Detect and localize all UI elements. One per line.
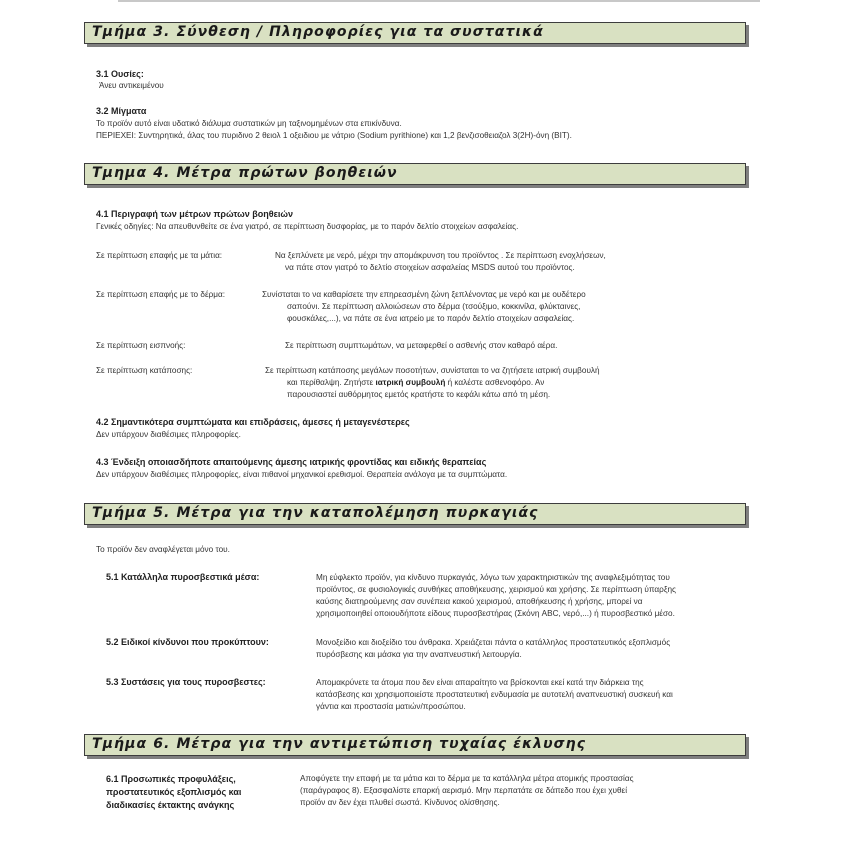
heading-6-1-line-3: διαδικασίες έκτακτης ανάγκης: [106, 800, 235, 810]
section-4-banner: [84, 163, 746, 185]
text-4-1: Γενικές οδηγίες: Να απευθυνθείτε σε ένα γιατρό, σε περίπτωση δυσφορίας, με το παρόν δελτίο στοιχείων ασφαλείας.: [96, 222, 519, 231]
text-3-2-b: ΠΕΡΙΕΧΕΙ: Συντηρητικά, άλας του πυριδινο 2 θειολ 1 οξειδιου με νάτριο (Sodium pyrithione) και 1,2 βενζισοθειαζολ 3(2Η)-όνη (BIT).: [96, 131, 572, 140]
section-6-title: Τμήμα 6. Μέτρα για την αντιμετώπιση τυχαίας έκλυσης: [92, 736, 587, 752]
text-5-3-2: κατάσβεσης και χρησιμοποιείστε προστατευτική ενδυμασία με αυτοτελή αναπνευστική συσκευή και: [316, 690, 673, 699]
text-3-2-a: Το προϊόν αυτό είναι υδατικό διάλυμα συστατικών μη ταξινομημένων στα επικίνδυνα.: [96, 119, 402, 128]
heading-6-1-line-1: 6.1 Προσωπικές προφυλάξεις,: [106, 774, 236, 784]
top-divider: [118, 0, 760, 2]
heading-4-3: 4.3 Ένδειξη οποιασδήποτε απαιτούμενης άμεσης ιατρικής φροντίδας και ειδικής θεραπείας: [96, 457, 487, 467]
text-skin-3: φουσκάλες,...), να πάτε σε ένα ιατρείο με το παρόν δελτίο στοιχείων ασφαλείας.: [287, 314, 575, 323]
text-5-intro: Το προϊόν δεν αναφλέγεται μόνο του.: [96, 545, 230, 554]
text-ingestion-2a: και περίθαλψη. Ζητήστε: [287, 378, 376, 387]
text-6-1-2: (παράγραφος 8). Εξασφαλίστε επαρκή αερισμό. Μην περπατάτε σε δάπεδο που έχει χυθεί: [300, 786, 628, 795]
text-ingestion-3: παρουσιαστεί αυθόρμητος εμετός κρατήστε το κεφάλι κάτω από τη μέση.: [287, 390, 551, 399]
heading-5-1: 5.1 Κατάλληλα πυροσβεστικά μέσα:: [106, 572, 260, 582]
text-5-3-1: Απομακρύνετε τα άτομα που δεν είναι απαραίτητο να βρίσκονται εκεί κατά την διάρκεια της: [316, 678, 644, 687]
label-eyes: Σε περίπτωση επαφής με τα μάτια:: [96, 251, 223, 260]
text-5-1-4: χρησιμοποιηθεί οποιουδήποτε είδους πυροσβεστήρας (Σκόνη ABC, νερό,...) ή πυροσβεστικό μέσο.: [316, 609, 675, 618]
text-6-1-3: προϊόν αν δεν έχει πλυθεί σωστά. Κίνδυνος ολίσθησης.: [300, 798, 500, 807]
text-ingestion-1: Σε περίπτωση κατάποσης μεγάλων ποσοτήτων, συνίσταται το να ζητήσετε ιατρική συμβουλή: [265, 366, 600, 375]
text-ingestion-2: [287, 377, 544, 388]
section-3-banner: [84, 22, 746, 44]
text-3-1: Άνευ αντικειμένου: [99, 81, 164, 90]
text-5-1-2: προϊόντος, σε φυσιολογικές συνθήκες αποθήκευσης, χειρισμού και χρήσης. Σε περίπτωση ύπαρξης: [316, 585, 676, 594]
text-5-2-2: πυρόσβεσης και μάσκα για την αναπνευστική λειτουργία.: [316, 650, 522, 659]
section-4-title: Τμημα 4. Μέτρα πρώτων βοηθειών: [92, 165, 398, 181]
heading-3-2: 3.2 Μίγματα: [96, 106, 147, 116]
text-4-3: Δεν υπάρχουν διαθέσιμες πληροφορίες, είναι πιθανοί μηχανικοί ερεθισμοί. Θεραπεία ανάλογα με τα συμπτώματα.: [96, 470, 508, 479]
heading-4-2: 4.2 Σημαντικότερα συμπτώματα και επιδράσεις, άμεσες ή μεταγενέστερες: [96, 417, 410, 427]
heading-6-1-line-2: προστατευτικός εξοπλισμός και: [106, 787, 242, 797]
text-5-1-3: καύσης διατηρούμενης σαν συνέπεια κακού χειρισμού, αποθήκευσης ή χρήσης, μπορεί να: [316, 597, 643, 606]
label-skin: Σε περίπτωση επαφής με το δέρμα:: [96, 290, 225, 299]
section-5-title: Τμήμα 5. Μέτρα για την καταπολέμηση πυρκαγιάς: [92, 505, 539, 521]
medical-advice-emphasis: ιατρική συμβουλή: [375, 378, 446, 387]
text-eyes-2: να πάτε στον γιατρό το δελτίο στοιχείων ασφαλείας MSDS αυτού του προϊόντος.: [285, 263, 575, 272]
text-5-3-3: γάντια και προστασία ματιών/προσώπου.: [316, 702, 466, 711]
label-inhalation: Σε περίπτωση εισπνοής:: [96, 341, 186, 350]
text-5-1-1: Μη εύφλεκτο προϊόν, για κίνδυνο πυρκαγιάς, λόγω των χαρακτηριστικών της αναφλεξιμότητας του: [316, 573, 670, 582]
text-ingestion-2c: ή καλέστε ασθενοφόρο. Αν: [445, 378, 545, 387]
label-ingestion: Σε περίπτωση κατάποσης:: [96, 366, 193, 375]
heading-5-2: 5.2 Ειδικοί κίνδυνοι που προκύπτουν:: [106, 637, 269, 647]
heading-4-1: 4.1 Περιγραφή των μέτρων πρώτων βοηθειών: [96, 209, 293, 219]
text-skin-1: Συνίσταται το να καθαρίσετε την επηρεασμένη ζώνη ξεπλένοντας με νερό και με ουδέτερο: [262, 290, 586, 299]
text-inhalation: Σε περίπτωση συμπτωμάτων, να μεταφερθεί ο ασθενής στον καθαρό αέρα.: [285, 341, 558, 350]
text-4-2: Δεν υπάρχουν διαθέσιμες πληροφορίες.: [96, 430, 241, 439]
text-5-2-1: Μονοξείδιο και διοξείδιο του άνθρακα. Χρειάζεται πάντα ο κατάλληλος προστατευτικός εξοπλισμός: [316, 638, 671, 647]
text-6-1-1: Αποφύγετε την επαφή με τα μάτια και το δέρμα με τα κατάλληλα μέτρα ατομικής προστασίας: [300, 774, 634, 783]
section-6-banner: [84, 734, 746, 756]
text-eyes-1: Να ξεπλύνετε με νερό, μέχρι την απομάκρυνση του προϊόντος . Σε περίπτωση ενοχλήσεων,: [275, 251, 606, 260]
text-skin-2: σαπούνι. Σε περίπτωση αλλοιώσεων στο δέρμα (τσούξιμο, κοκκινίλα, φλύκταινες,: [287, 302, 581, 311]
section-5-banner: [84, 503, 746, 525]
heading-5-3: 5.3 Συστάσεις για τους πυροσβεστες:: [106, 677, 266, 687]
heading-3-1: 3.1 Ουσίες:: [96, 69, 144, 79]
section-3-title: Τμήμα 3. Σύνθεση / Πληροφορίες για τα συστατικά: [92, 24, 544, 40]
